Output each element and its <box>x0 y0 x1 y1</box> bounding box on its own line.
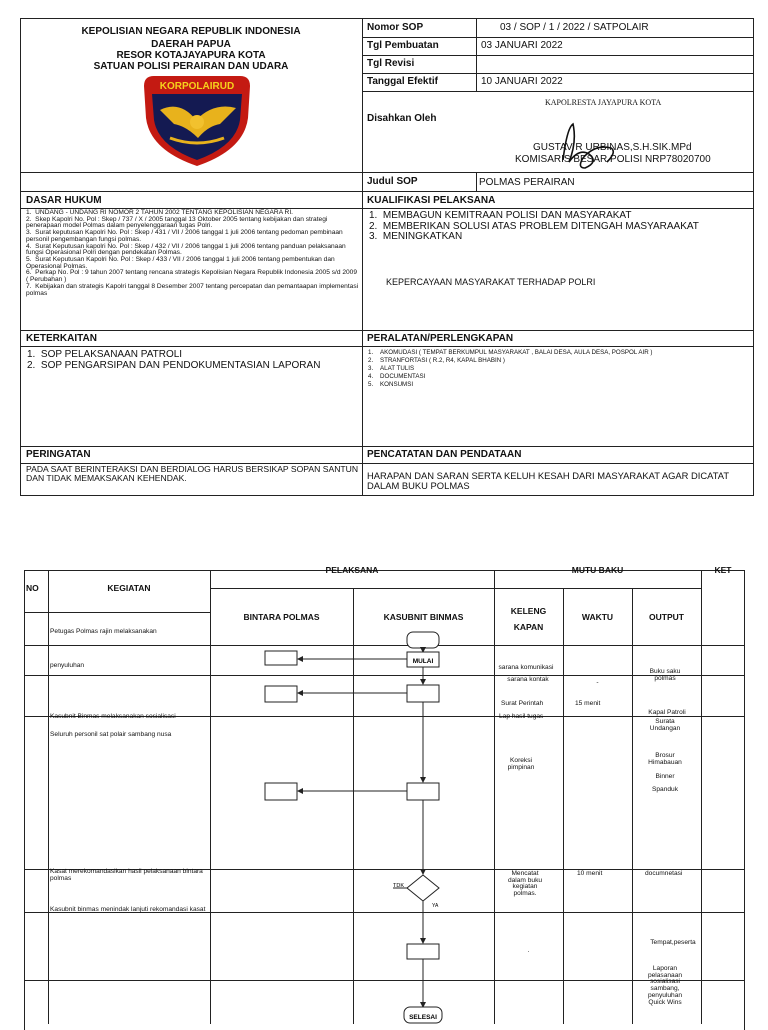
kelengkapan-text: Lap hasil tugas <box>499 713 544 720</box>
nomor-sop-value: 03 / SOP / 1 / 2022 / SATPOLAIR <box>500 22 649 33</box>
dasar-hukum-item: 3. Surat keputusan Kapolri No. Pol : Skep / 431 / VII / 2006 tanggal 1 juli 2006 tentang pedoman pembinaan personil pengembangan fungsi polmas. <box>26 229 343 243</box>
kasubnit-process-box <box>407 685 439 702</box>
keterkaitan-item: 2. SOP PENGARSIPAN DAN PENDOKUMENTASIAN LAPORAN <box>27 360 321 371</box>
peringatan-title: PERINGATAN <box>26 449 91 460</box>
output-text: Binner <box>655 773 675 780</box>
kelengkapan-text: Mencatat dalam buku kegiatan polmas. <box>507 870 543 898</box>
org-line-4: SATUAN POLISI PERAIRAN DAN UDARA <box>93 61 289 72</box>
tgl-revisi-label: Tgl Revisi <box>367 58 415 69</box>
col-kelengkapan-header-1: KELENG <box>510 606 547 616</box>
kelengkapan-text: sarana kontak <box>507 676 549 683</box>
output-text: Kapal Patroli <box>648 709 686 716</box>
tgl-pembuatan-label: Tgl Pembuatan <box>367 40 439 51</box>
col-kegiatan-header: KEGIATAN <box>107 583 151 593</box>
kualifikasi-note: KEPERCAYAAN MASYARAKAT TERHADAP POLRI <box>386 277 596 287</box>
kegiatan-text: Kasat merekomandasikan hasil pelaksanaan bintara polmas <box>50 868 203 882</box>
judul-sop-label: Judul SOP <box>367 176 418 187</box>
waktu-text: 10 menit <box>577 870 603 877</box>
kasubnit-process-box <box>407 783 439 800</box>
ya-label: YA <box>432 903 439 909</box>
org-line-2: DAERAH PAPUA <box>151 39 231 50</box>
kegiatan-text: Kasubnit binmas menindak lanjuti rekomandasi kasat <box>50 906 206 913</box>
dasar-hukum-item: 2. Skep Kapolri No. Pol : Skep / 737 / X / 2005 tanggal 13 Oktober 2005 tentang kebijakan dan strategi penerapaan model Polmas dalam penyelenggaraan tugas Polri. <box>26 215 328 230</box>
col-pelaksana-header: PELAKSANA <box>325 565 379 575</box>
decision-diamond <box>407 875 439 901</box>
selesai-label: SELESAI <box>409 1014 437 1021</box>
dasar-hukum-title: DASAR HUKUM <box>26 195 102 206</box>
pencatatan-text: HARAPAN DAN SARAN SERTA KELUH KESAH DARI MASYARAKAT AGAR DICATAT DALAM BUKU POLMAS <box>367 470 729 491</box>
approval-rank: KOMISARIS BESAR POLISI NRP78020700 <box>515 154 711 165</box>
kualifikasi-item: 1. MEMBAGUN KEMITRAAN POLISI DAN MASYARAKAT <box>369 210 632 221</box>
output-text: Tempat,peserta <box>650 939 696 946</box>
peralatan-item: 1. AKOMUDASI ( TEMPAT BERKUMPUL MASYARAKAT , BALAI DESA, AULA DESA, POSPOL AIR ) <box>368 349 653 356</box>
col-mutu-baku-header: MUTU BAKU <box>571 565 624 575</box>
kegiatan-text: penyuluhan <box>50 662 85 669</box>
mulai-label: MULAI <box>412 658 434 665</box>
dasar-hukum-item: 7. Kebijakan dan strategis Kapolri tanggal 8 Desember 2007 tentang percepatan dan pemantaapan implementasi polmas <box>26 282 359 297</box>
peralatan-item: 3. ALAT TULIS <box>368 365 415 372</box>
keterkaitan-title: KETERKAITAN <box>26 333 97 344</box>
output-text: Brosur Himabauan <box>648 752 682 766</box>
output-text: documnetasi <box>645 870 683 877</box>
col-waktu-header: WAKTU <box>581 612 614 622</box>
waktu-text: - <box>596 679 599 686</box>
kualifikasi-item: 3. MENINGKATKAN <box>369 231 463 242</box>
waktu-text: 15 menit <box>575 700 601 707</box>
col-bintara-header: BINTARA POLMAS <box>243 612 320 622</box>
kelengkapan-text: sarana komunikasi <box>498 664 554 671</box>
dasar-hukum-item: 5. Surat Keputusan Kapolri No. Pol : Skep / 433 / VII / 2006 tanggal 1 juli 2006 tentang pembentukan dan Operasional Polmas. <box>26 256 335 270</box>
kualifikasi-title: KUALIFIKASI PELAKSANA <box>367 195 496 206</box>
dasar-hukum-list <box>26 210 360 297</box>
bintara-process-box <box>265 651 297 665</box>
start-terminator <box>407 632 439 648</box>
tdk-label: TDK <box>393 883 404 889</box>
tanggal-efektif-value: 10 JANUARI 2022 <box>481 76 563 87</box>
col-kasubnit-header: KASUBNIT BINMAS <box>383 612 464 622</box>
peralatan-item: 4. DOCUMENTASI <box>368 373 426 380</box>
kelengkapan-text: Koreksi pimpinan <box>507 757 535 771</box>
org-line-1: KEPOLISIAN NEGARA REPUBLIK INDONESIA <box>81 26 301 37</box>
col-output-header: OUTPUT <box>649 612 684 622</box>
kegiatan-text: Petugas Polmas rajin melaksanakan <box>50 628 157 635</box>
pencatatan-title: PENCATATAN DAN PENDATAAN <box>367 449 522 460</box>
judul-sop-value: POLMAS PERAIRAN <box>479 177 575 188</box>
flowchart <box>210 620 510 1024</box>
col-ket-header: KET <box>714 565 732 575</box>
nomor-sop-label: Nomor SOP <box>367 22 424 33</box>
kelengkapan-text: Surat Perintah <box>501 700 544 707</box>
output-text: Spanduk <box>651 786 679 793</box>
disahkan-oleh-label: Disahkan Oleh <box>367 113 437 124</box>
peringatan-text: PADA SAAT BERINTERAKSI DAN BERDIALOG HARUS BERSIKAP SOPAN SANTUN DAN TIDAK MEMAKSAKAN KEHENDAK. <box>26 464 359 483</box>
col-kelengkapan-header-2: KAPAN <box>513 622 544 632</box>
approval-title: KAPOLRESTA JAYAPURA KOTA <box>545 98 662 107</box>
keterkaitan-item: 1. SOP PELAKSANAAN PATROLI <box>27 349 183 360</box>
dasar-hukum-item: 1. UNDANG - UNDANG RI NOMOR 2 TAHUN 2002 TENTANG KEPOLISIAN NEGARA RI. <box>26 209 293 216</box>
kelengkapan-text: . <box>527 947 530 954</box>
dasar-hukum-item: 4. Surat Keputusan kapolri No. Pol : Skep / 432 / VII / 2006 tanggal 1 juli 2006 tentang panduan pelaksanaan fungsi Operasional Polri dengan pendekatan Polmas. <box>26 242 346 257</box>
korpolairud-logo <box>136 72 258 170</box>
dasar-hukum-item: 6. Perkap No. Pol : 9 tahun 2007 tentang rencana strategis Kepolisian Negara Republik Indonesia 2005 s/d 2009 ( Perubahan ) <box>26 269 358 284</box>
col-no-header: NO <box>26 583 39 593</box>
output-text: Buku saku polmas <box>649 668 681 682</box>
peralatan-title: PERALATAN/PERLENGKAPAN <box>367 333 514 344</box>
output-text: Surata Undangan <box>649 718 681 732</box>
bintara-process-box <box>265 783 297 800</box>
kegiatan-text: Kasubnit Binmas melaksanakan sosialisasi <box>50 713 176 720</box>
kasubnit-process-box <box>407 944 439 959</box>
kualifikasi-item: 2. MEMBERIKAN SOLUSI ATAS PROBLEM DITENGAH MASYARAAKAT <box>369 221 699 232</box>
tgl-pembuatan-value: 03 JANUARI 2022 <box>481 40 563 51</box>
kegiatan-text: Seluruh personil sat polair sambang nusa <box>50 731 172 738</box>
org-line-3: RESOR KOTAJAYAPURA KOTA <box>116 50 266 61</box>
output-text: Laporan pelasanaan sosialisasi sambang, penyuluhan Quick Wins <box>647 965 683 1006</box>
peralatan-item: 2. STRANFORTASI ( R.2, R4, KAPAL BHABIN ) <box>368 357 505 364</box>
peralatan-item: 5. KONSUMSI <box>368 381 414 388</box>
approval-name: GUSTAV R URBINAS,S.H.SIK.MPd <box>533 142 692 153</box>
tanggal-efektif-label: Tanggal Efektif <box>367 76 438 87</box>
bintara-process-box <box>265 686 297 702</box>
logo-text: KORPOLAIRUD <box>159 81 235 92</box>
